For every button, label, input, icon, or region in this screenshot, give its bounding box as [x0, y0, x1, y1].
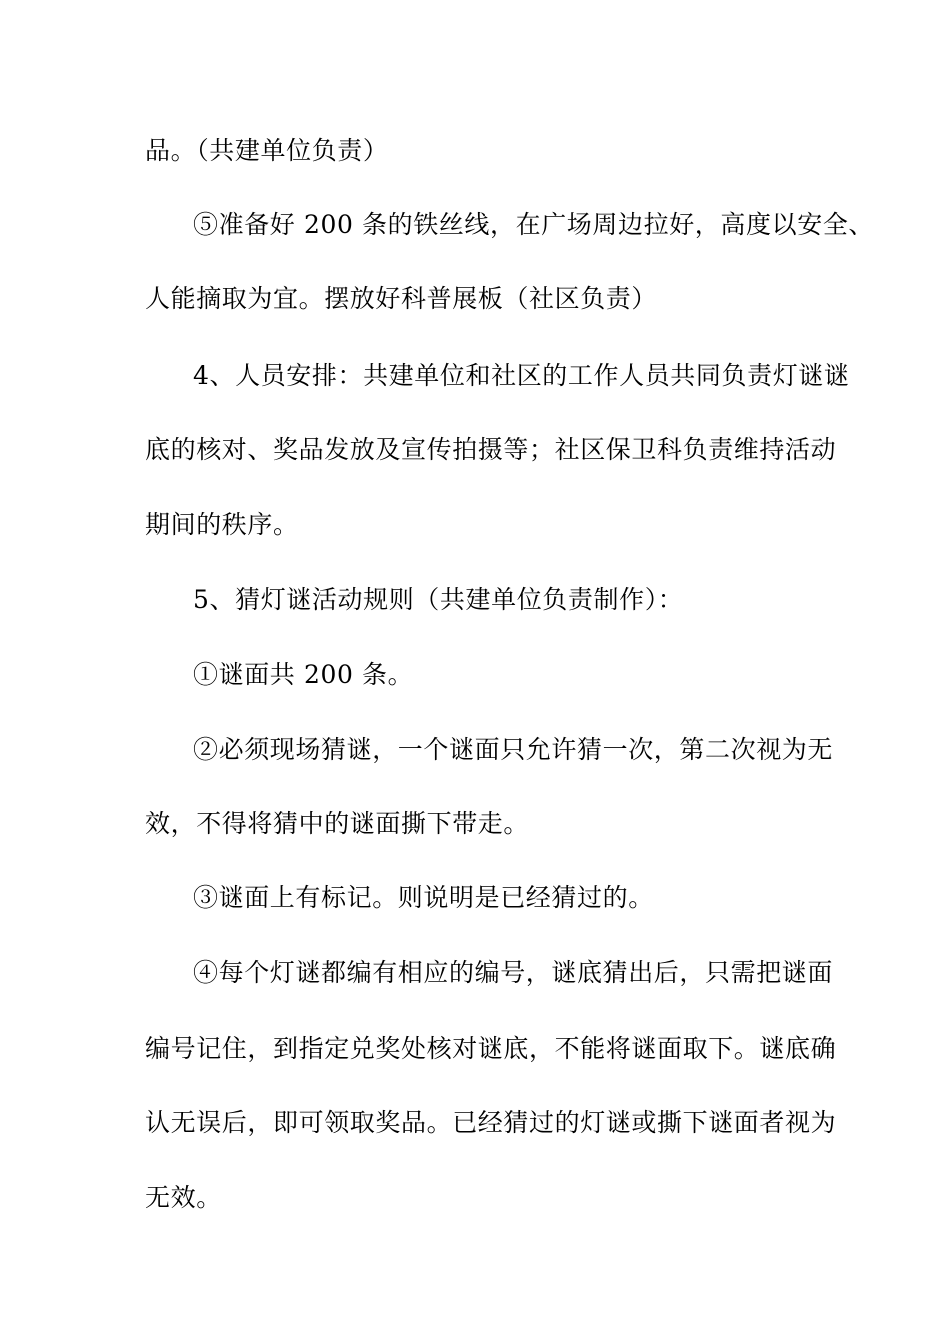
text-line-13: 编号记住，到指定兑奖处核对谜底，不能将谜面取下。谜底确 — [145, 1034, 837, 1063]
text-line-8: ①谜面共 200 条。 — [193, 660, 414, 689]
text-line-6: 期间的秩序。 — [145, 510, 299, 539]
text-line-5: 底的核对、奖品发放及宣传拍摄等；社区保卫科负责维持活动 — [145, 435, 837, 464]
text-line-10: 效，不得将猜中的谜面撕下带走。 — [145, 809, 530, 838]
text-line-2: ⑤准备好 200 条的铁丝线，在广场周边拉好，高度以安全、 — [193, 210, 875, 239]
text-line-3: 人能摘取为宜。摆放好科普展板（社区负责） — [145, 284, 658, 313]
text-line-14: 认无误后，即可领取奖品。已经猜过的灯谜或撕下谜面者视为 — [145, 1108, 837, 1137]
text-line-7: 5、猜灯谜活动规则（共建单位负责制作）： — [193, 585, 684, 614]
text-line-12: ④每个灯谜都编有相应的编号，谜底猜出后，只需把谜面 — [193, 958, 834, 987]
text-line-11: ③谜面上有标记。则说明是已经猜过的。 — [193, 883, 654, 912]
text-line-4: 4、人员安排：共建单位和社区的工作人员共同负责灯谜谜 — [193, 361, 850, 390]
text-line-9: ②必须现场猜谜，一个谜面只允许猜一次，第二次视为无 — [193, 735, 834, 764]
text-line-15: 无效。 — [145, 1183, 222, 1212]
text-line-1: 品。（共建单位负责） — [145, 136, 389, 165]
